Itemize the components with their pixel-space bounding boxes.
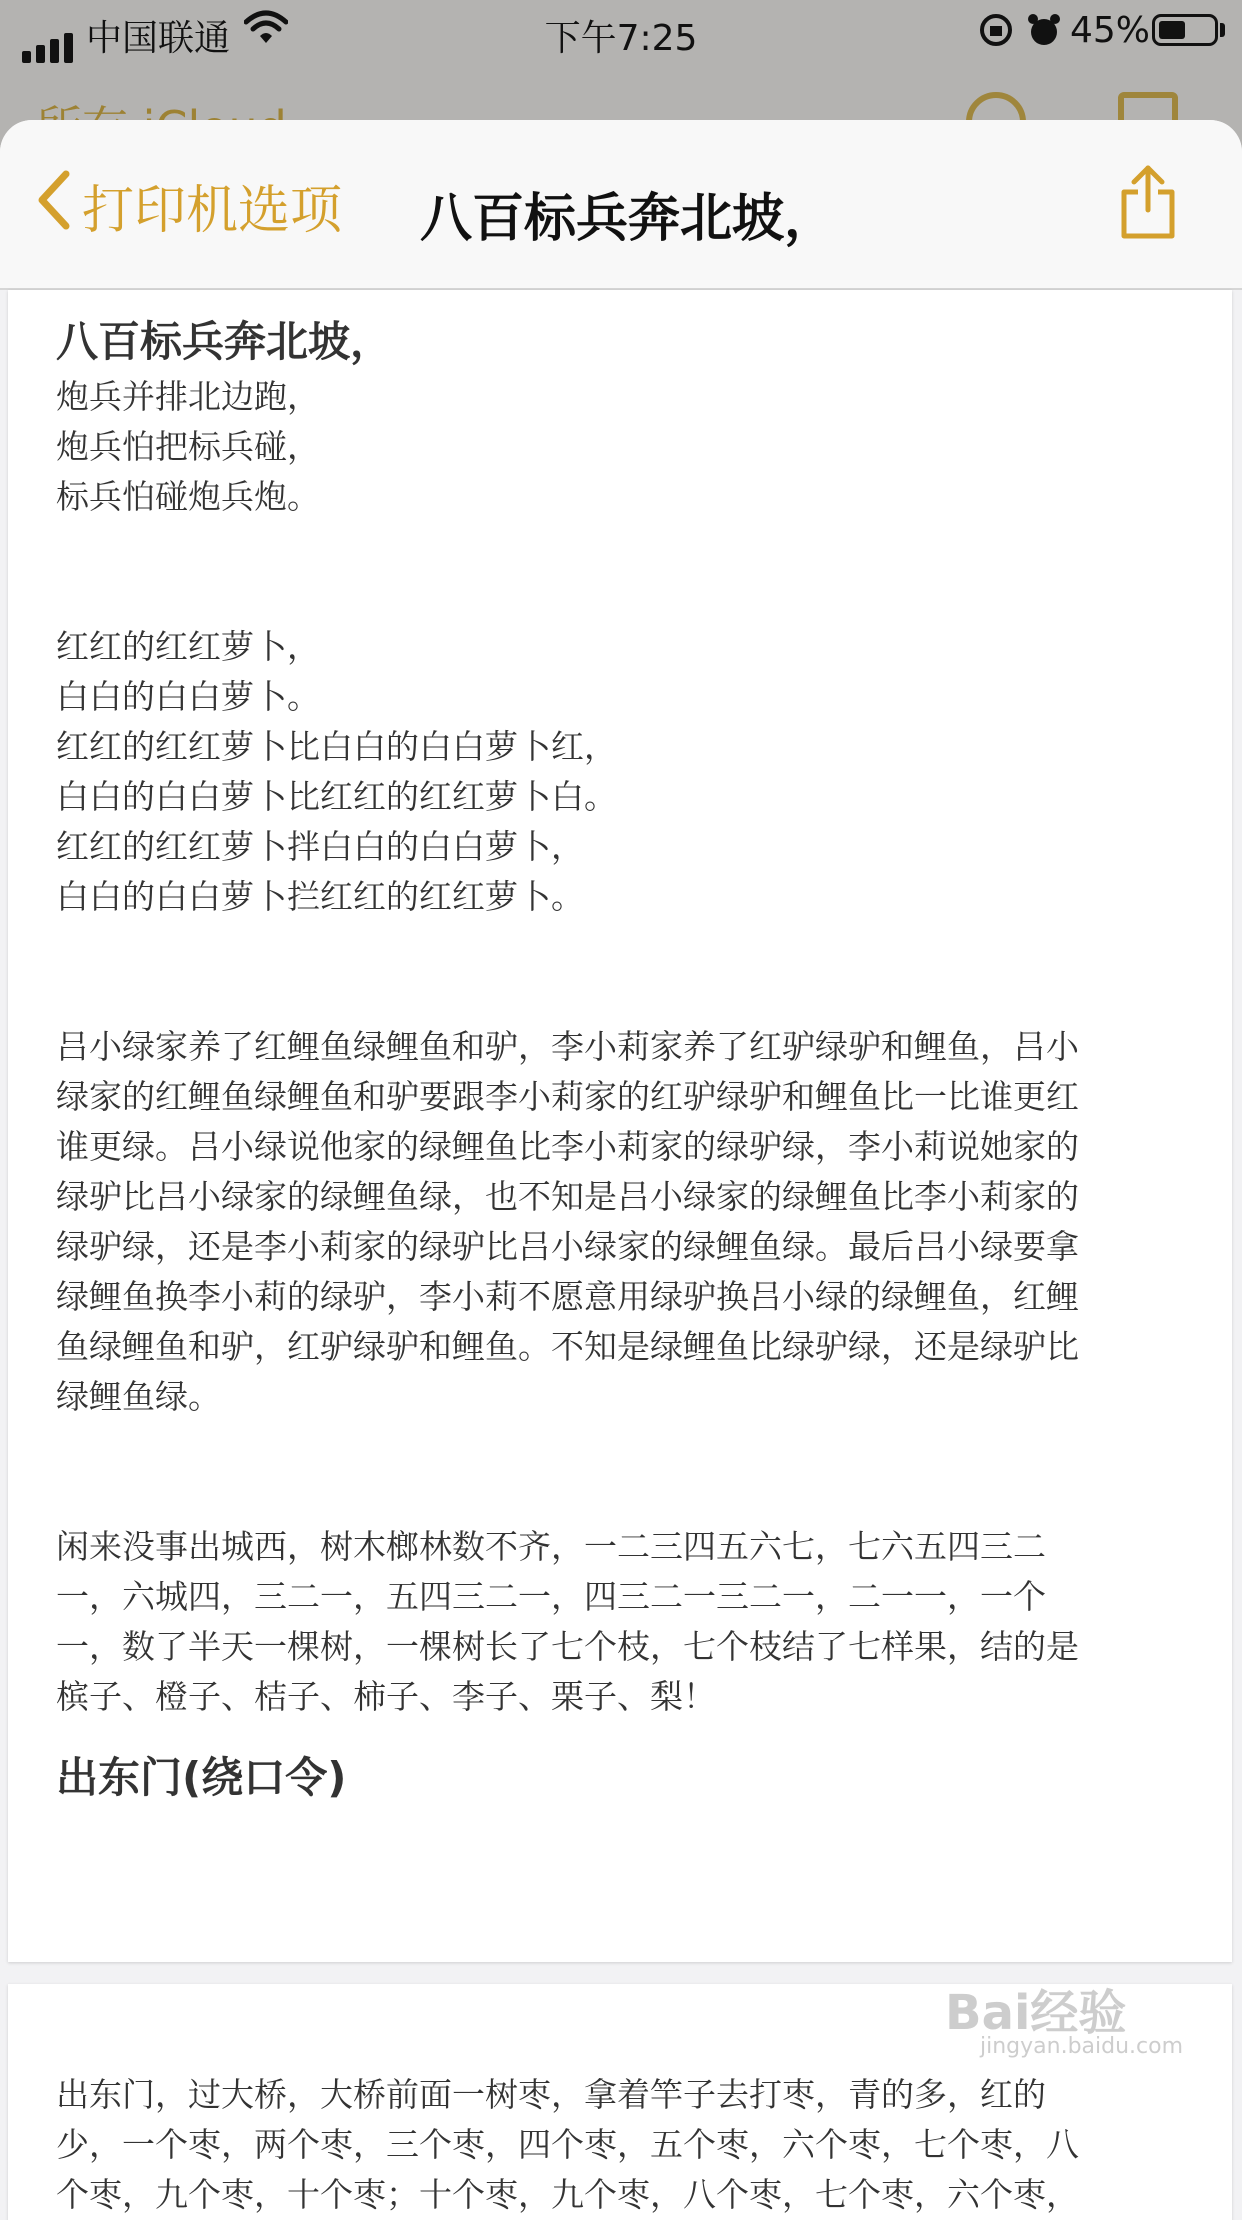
document-heading: 八百标兵奔北坡， xyxy=(56,317,393,366)
text-line: 绿驴比吕小绿家的绿鲤鱼绿，也不知是吕小绿家的绿鲤鱼比李小莉家的 xyxy=(56,1177,1079,1216)
back-button-label: 打印机选项 xyxy=(82,181,343,241)
text-line: 鱼绿鲤鱼和驴，红驴绿驴和鲤鱼。不知是绿鲤鱼比绿驴绿，还是绿驴比 xyxy=(56,1327,1079,1366)
back-button[interactable] xyxy=(36,168,342,243)
text-line: 红红的红红萝卜比白白的白白萝卜红， xyxy=(56,727,617,766)
text-line: 白白的白白萝卜拦红红的红红萝卜。 xyxy=(56,877,584,916)
text-line: 个枣，九个枣，十个枣；十个枣，九个枣，八个枣，七个枣，六个枣， xyxy=(56,2175,1079,2214)
text-line: 少，一个枣，两个枣，三个枣，四个枣，五个枣，六个枣，七个枣，八 xyxy=(56,2125,1079,2164)
text-line: 一，六城四，三二一，五四三二一，四三二一三二一，二一一，一个 xyxy=(56,1577,1046,1616)
text-line: 红红的红红萝卜， xyxy=(56,627,320,666)
preview-page-1 xyxy=(8,290,1232,1962)
page-title: 八百标兵奔北坡， xyxy=(420,189,837,249)
page-content xyxy=(56,312,1184,1808)
text-line: 绿家的红鲤鱼绿鲤鱼和驴要跟李小莉家的红驴绿驴和鲤鱼比一比谁更红 xyxy=(56,1077,1079,1116)
watermark: Bai经验 xyxy=(945,1985,1127,2041)
text-line: 槟子、橙子、桔子、柿子、李子、栗子、梨！ xyxy=(56,1677,716,1716)
text-line: 一，数了半天一棵树，一棵树长了七个枝，七个枝结了七样果，结的是 xyxy=(56,1627,1079,1666)
text-line: 红红的红红萝卜拌白白的白白萝卜， xyxy=(56,827,584,866)
text-line: 出东门，过大桥，大桥前面一树枣，拿着竿子去打枣，青的多，红的 xyxy=(56,2075,1046,2114)
text-line: 炮兵并排北边跑， xyxy=(56,377,320,416)
status-time: 下午7:25 xyxy=(544,18,698,59)
text-line: 闲来没事出城西，树木榔林数不齐，一二三四五六七，七六五四三二 xyxy=(56,1527,1046,1566)
poem-block-2 xyxy=(56,622,1184,922)
rotation-lock-icon xyxy=(978,10,1014,59)
chevron-left-icon xyxy=(36,170,70,241)
carrier-label: 中国联通 xyxy=(86,18,231,59)
text-line: 谁更绿。吕小绿说他家的绿鲤鱼比李小莉家的绿驴绿，李小莉说她家的 xyxy=(56,1127,1079,1166)
watermark-url: jingyan.baidu.com xyxy=(980,2034,1184,2059)
poem-block-1 xyxy=(56,372,1184,522)
status-bar xyxy=(0,0,1242,62)
battery-icon xyxy=(1152,14,1218,46)
text-line: 炮兵怕把标兵碰， xyxy=(56,427,320,466)
alarm-icon xyxy=(1026,10,1062,59)
navigation-bar xyxy=(0,120,1242,290)
poem-block-3 xyxy=(56,1022,1184,1422)
poem-block-4 xyxy=(56,1522,1184,1722)
section-subheading: 出东门(绕口令) xyxy=(56,1753,347,1802)
text-line: 白白的白白萝卜。 xyxy=(56,677,320,716)
print-preview-sheet xyxy=(0,120,1242,2220)
text-line: 吕小绿家养了红鲤鱼绿鲤鱼和驴，李小莉家养了红驴绿驴和鲤鱼，吕小 xyxy=(56,1027,1079,1066)
share-icon[interactable] xyxy=(1118,164,1178,240)
text-line: 绿驴绿，还是李小莉家的绿驴比吕小绿家的绿鲤鱼绿。最后吕小绿要拿 xyxy=(56,1227,1079,1266)
battery-percent: 45% xyxy=(1070,10,1151,51)
text-line: 绿鲤鱼换李小莉的绿驴，李小莉不愿意用绿驴换吕小绿的绿鲤鱼，红鲤 xyxy=(56,1277,1079,1316)
text-line: 标兵怕碰炮兵炮。 xyxy=(56,477,320,516)
text-line: 白白的白白萝卜比红红的红红萝卜白。 xyxy=(56,777,617,816)
text-line: 绿鲤鱼绿。 xyxy=(56,1377,221,1416)
page-content xyxy=(56,2070,1184,2220)
